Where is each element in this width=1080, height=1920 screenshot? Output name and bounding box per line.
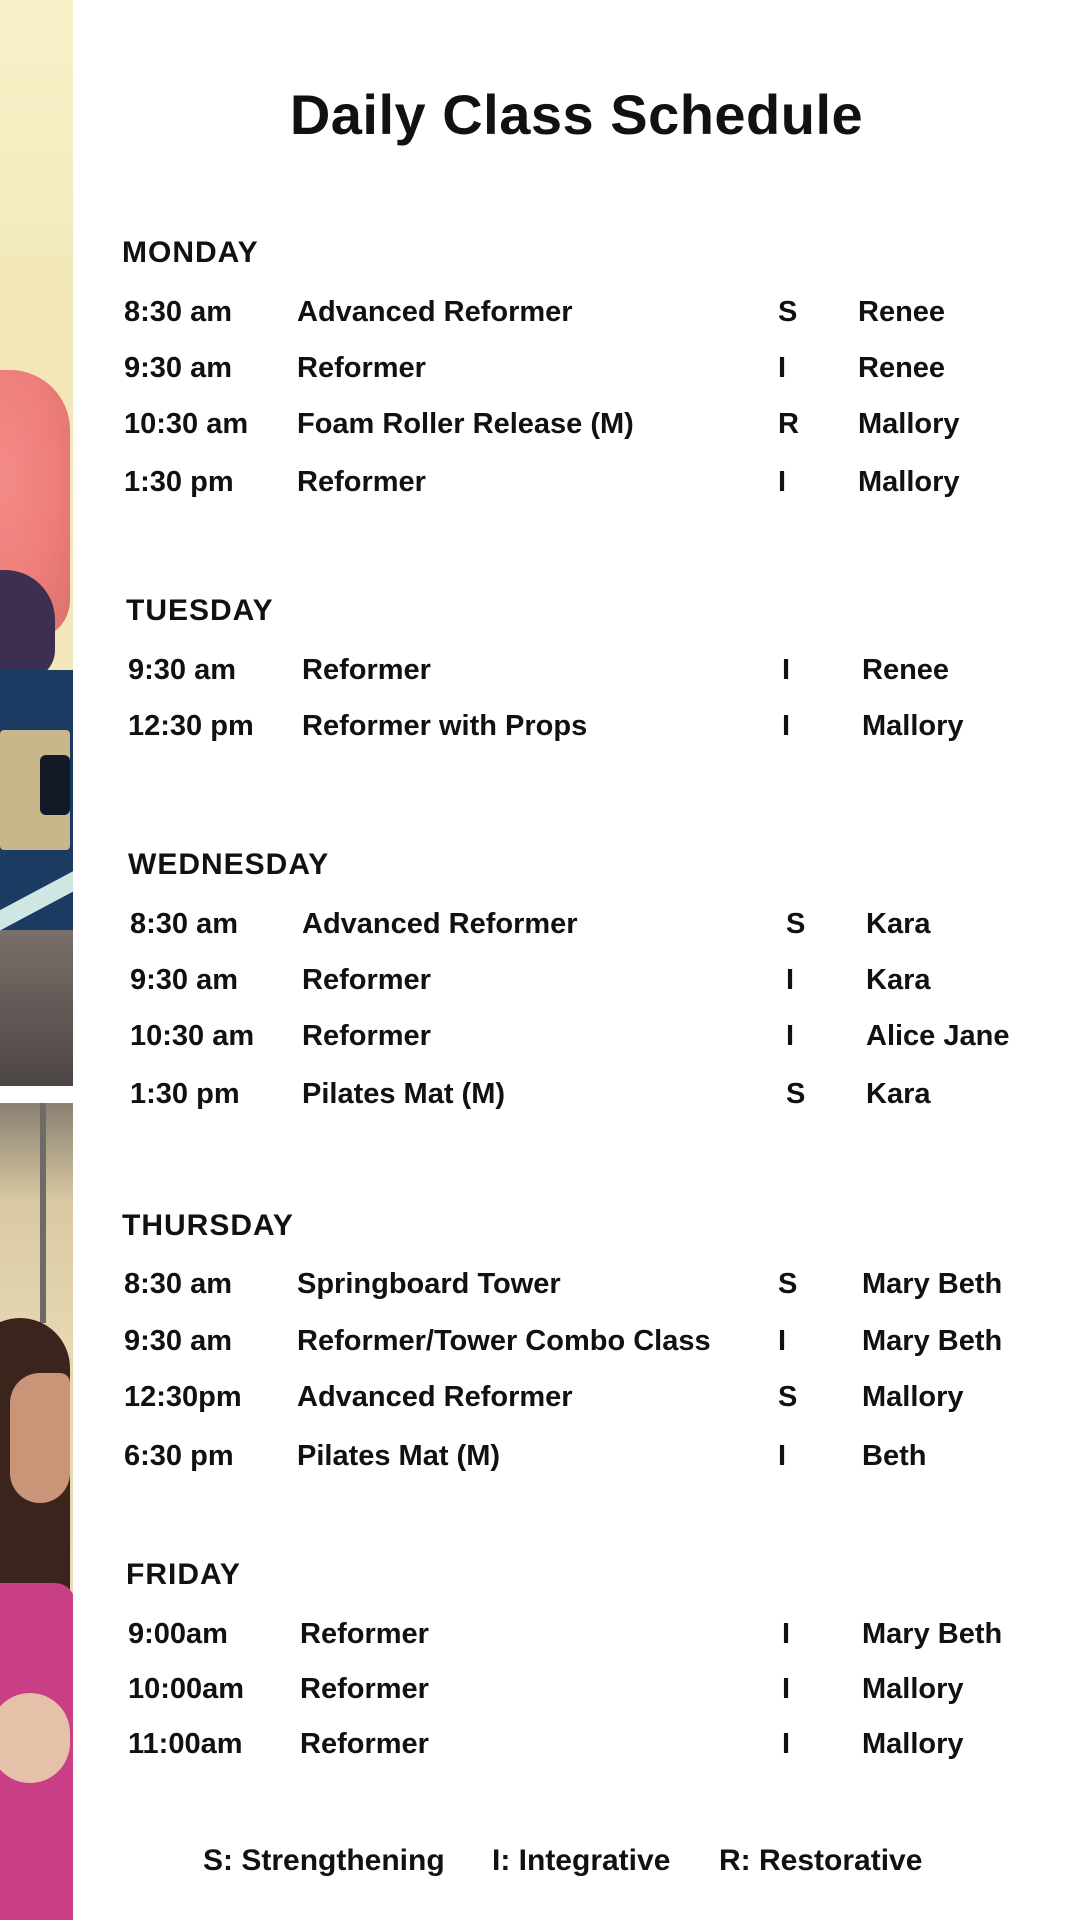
class-type: S bbox=[778, 1268, 798, 1300]
class-instructor: Mary Beth bbox=[862, 1325, 1003, 1357]
class-time: 1:30 pm bbox=[130, 1078, 240, 1110]
class-instructor: Mallory bbox=[862, 1728, 964, 1760]
day-heading: WEDNESDAY bbox=[128, 848, 330, 881]
class-name: Reformer bbox=[300, 1673, 429, 1705]
day-heading: TUESDAY bbox=[126, 594, 274, 627]
class-name: Advanced Reformer bbox=[302, 908, 578, 940]
class-type: I bbox=[778, 1440, 787, 1472]
side-photo bbox=[0, 0, 73, 1920]
class-instructor: Mallory bbox=[862, 710, 964, 742]
class-name: Springboard Tower bbox=[297, 1268, 561, 1300]
class-type: R bbox=[778, 408, 799, 440]
class-name: Reformer bbox=[302, 654, 431, 686]
class-name: Reformer/Tower Combo Class bbox=[297, 1325, 711, 1357]
class-time: 9:30 am bbox=[130, 964, 239, 996]
class-time: 9:00am bbox=[128, 1618, 228, 1650]
class-instructor: Renee bbox=[858, 352, 946, 384]
pilates-photo-bottom bbox=[0, 1103, 73, 1920]
pilates-photo-top bbox=[0, 0, 73, 1086]
class-name: Reformer bbox=[300, 1728, 429, 1760]
class-type: I bbox=[782, 1673, 791, 1705]
class-instructor: Mallory bbox=[862, 1673, 964, 1705]
class-name: Reformer bbox=[297, 466, 426, 498]
class-time: 11:00am bbox=[128, 1728, 243, 1760]
class-name: Advanced Reformer bbox=[297, 296, 573, 328]
class-instructor: Mary Beth bbox=[862, 1618, 1003, 1650]
class-name: Reformer with Props bbox=[302, 710, 588, 742]
legend-restorative: R: Restorative bbox=[719, 1844, 923, 1877]
class-time: 6:30 pm bbox=[124, 1440, 234, 1472]
class-instructor: Mallory bbox=[862, 1381, 964, 1413]
class-name: Reformer bbox=[302, 1020, 431, 1052]
class-name: Advanced Reformer bbox=[297, 1381, 573, 1413]
class-time: 9:30 am bbox=[124, 352, 233, 384]
class-type: I bbox=[778, 466, 787, 498]
class-time: 8:30 am bbox=[124, 296, 233, 328]
class-time: 9:30 am bbox=[128, 654, 237, 686]
class-type: I bbox=[782, 1618, 791, 1650]
class-type: I bbox=[786, 964, 795, 996]
class-type: I bbox=[782, 654, 791, 686]
class-time: 1:30 pm bbox=[124, 466, 234, 498]
class-instructor: Mallory bbox=[858, 466, 960, 498]
class-name: Pilates Mat (M) bbox=[302, 1078, 506, 1110]
day-heading: MONDAY bbox=[122, 236, 259, 269]
class-time: 8:30 am bbox=[130, 908, 239, 940]
class-instructor: Kara bbox=[866, 964, 931, 996]
class-name: Reformer bbox=[302, 964, 431, 996]
day-heading: FRIDAY bbox=[126, 1558, 241, 1591]
class-name: Foam Roller Release (M) bbox=[297, 408, 634, 440]
class-name: Pilates Mat (M) bbox=[297, 1440, 501, 1472]
class-time: 10:30 am bbox=[124, 408, 249, 440]
class-time: 8:30 am bbox=[124, 1268, 233, 1300]
class-time: 10:00am bbox=[128, 1673, 245, 1705]
class-time: 12:30pm bbox=[124, 1381, 242, 1413]
class-type: I bbox=[782, 710, 791, 742]
class-instructor: Beth bbox=[862, 1440, 927, 1472]
class-time: 12:30 pm bbox=[128, 710, 254, 742]
class-time: 9:30 am bbox=[124, 1325, 233, 1357]
class-name: Reformer bbox=[300, 1618, 429, 1650]
class-instructor: Mary Beth bbox=[862, 1268, 1003, 1300]
class-type: S bbox=[786, 1078, 806, 1110]
class-instructor: Renee bbox=[862, 654, 950, 686]
class-instructor: Renee bbox=[858, 296, 946, 328]
page-title: Daily Class Schedule bbox=[289, 83, 864, 146]
legend-integrative: I: Integrative bbox=[492, 1844, 671, 1877]
class-type: S bbox=[778, 1381, 798, 1413]
class-type: S bbox=[786, 908, 806, 940]
class-type: I bbox=[778, 1325, 787, 1357]
class-type: S bbox=[778, 296, 798, 328]
day-heading: THURSDAY bbox=[122, 1209, 294, 1242]
class-instructor: Kara bbox=[866, 1078, 931, 1110]
class-name: Reformer bbox=[297, 352, 426, 384]
class-instructor: Kara bbox=[866, 908, 931, 940]
class-type: I bbox=[778, 352, 787, 384]
class-time: 10:30 am bbox=[130, 1020, 255, 1052]
class-type: I bbox=[786, 1020, 795, 1052]
class-type: I bbox=[782, 1728, 791, 1760]
class-instructor: Mallory bbox=[858, 408, 960, 440]
legend-strengthening: S: Strengthening bbox=[203, 1844, 445, 1877]
class-instructor: Alice Jane bbox=[866, 1020, 1010, 1052]
